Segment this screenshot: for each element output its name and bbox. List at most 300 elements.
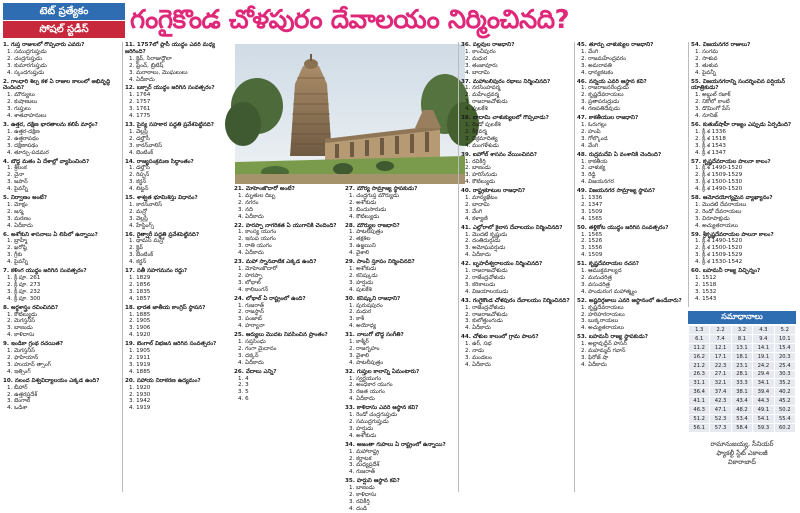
answers-row bbox=[689, 343, 796, 352]
question-item bbox=[125, 232, 230, 267]
answer-option: 1. మోహెంజొదారో bbox=[238, 265, 278, 272]
answer-option: 4. ఏదీకాదు bbox=[349, 396, 375, 403]
answer-option: 1. బాణుడు bbox=[349, 485, 375, 492]
answer-cell: 41.1 bbox=[689, 397, 710, 406]
answer-option: 4. 1920 bbox=[129, 332, 151, 339]
author-credit bbox=[688, 440, 796, 490]
answer-option: 2. కుషాణులు bbox=[7, 99, 38, 106]
answer-cell: 34.1 bbox=[753, 379, 774, 388]
question-item bbox=[577, 42, 687, 77]
answer-cell: 43.4 bbox=[731, 397, 752, 406]
question-item bbox=[461, 152, 573, 187]
answer-option: 2. బాణుడు bbox=[465, 165, 491, 172]
answer-option: 1. 1829 bbox=[129, 275, 151, 281]
question-text: 33. కాళిదాసు ఎవరి ఆస్థాన కవి? bbox=[345, 405, 419, 412]
answer-option: 2. మహమ్మద్ గవాన్ bbox=[581, 348, 626, 355]
answer-option: 2. ఇనుప యుగం bbox=[238, 236, 276, 243]
column-divider bbox=[458, 42, 459, 492]
question-text: 59. శ్రీకృష్ణదేవరాయల పాలనా కాలం? bbox=[691, 231, 774, 238]
answer-option: 1. రెండో చంద్రగుప్తుడు bbox=[349, 412, 398, 419]
answer-option: 2. రెండో దేవరాయలు bbox=[695, 208, 742, 215]
question-text: 56. కుతుబ్‌షాహీ రాజ్యం ఎప్పుడు ఏర్పడింది? bbox=[691, 121, 792, 128]
answer-option: 3. దక్షిణాపథం bbox=[7, 142, 39, 149]
answer-option: 1. థామస్ మన్రో bbox=[129, 238, 165, 245]
question-item bbox=[577, 188, 687, 223]
question-column-6 bbox=[577, 42, 687, 492]
question-text: 54. విజయనగర రాజులు? bbox=[691, 42, 751, 48]
answer-option: 1. రాజరాజనరేంద్రుడు bbox=[581, 85, 629, 92]
question-text: 39. ఐహోల్ శాసనం వేయించినది? bbox=[461, 151, 538, 158]
answer-cell: 35.2 bbox=[774, 379, 795, 388]
answer-cell: 16.2 bbox=[689, 352, 710, 361]
answer-cell: 23.1 bbox=[731, 361, 752, 370]
question-item bbox=[3, 42, 120, 77]
answer-option: 3. 1509 bbox=[581, 208, 603, 215]
answer-option: 2. ఖరోష్ఠి bbox=[7, 245, 27, 252]
question-item bbox=[345, 296, 457, 331]
answer-cell: 18.1 bbox=[731, 352, 752, 361]
answer-option: 2. మనుచరిత్ర bbox=[581, 275, 612, 281]
answer-option: 1. కృష్ణదేవరాయలు bbox=[581, 304, 624, 311]
answer-option: 4. 6 bbox=[238, 396, 249, 403]
answer-option: 4. ఇత్సింగ్ bbox=[7, 368, 31, 375]
answer-option: 3. హర్షుడు bbox=[349, 425, 374, 432]
answer-option: 2. 1856 bbox=[129, 281, 151, 288]
answer-option: 1. మౌర్యులు bbox=[7, 92, 35, 99]
answer-option: 1. క్రీ.శ 1490-1520 bbox=[695, 165, 743, 172]
answer-option: 4. విజయాలయుడు bbox=[465, 288, 509, 295]
answer-cell: 36.4 bbox=[689, 388, 710, 397]
answer-cell: 19.1 bbox=[753, 352, 774, 361]
question-text: 57. కృష్ణదేవరాయల పాలనా కాలం? bbox=[691, 158, 771, 165]
answer-option: 3. పంజాబ్ bbox=[238, 316, 262, 323]
answer-option: 1. వెల్లస్లీ bbox=[129, 128, 148, 135]
answer-option: 2. కాళిదాసు bbox=[349, 492, 377, 499]
answer-cell: 13.1 bbox=[731, 343, 752, 352]
answer-option: 2. కనిష్కుడు bbox=[349, 272, 378, 279]
question-item bbox=[234, 369, 341, 404]
question-column-5 bbox=[461, 42, 573, 492]
question-item bbox=[577, 334, 687, 369]
answer-option: 3. మరణం bbox=[7, 215, 31, 222]
question-item bbox=[3, 341, 120, 376]
answer-option: 4. ఏదీకాదు bbox=[581, 361, 607, 368]
answer-option: 3. లోథాల్ bbox=[238, 279, 261, 286]
answer-option: 4. అచ్యుతరాయలు bbox=[581, 325, 624, 332]
answer-cell: 2.2 bbox=[710, 326, 731, 335]
question-item bbox=[125, 305, 230, 340]
answer-cell: 6.1 bbox=[689, 334, 710, 343]
answer-option: 2. కీర్తివర్మ bbox=[465, 128, 487, 135]
answer-option: 4. అచ్యుతరాయలు bbox=[695, 222, 738, 229]
answer-option: 4. పైవన్నీ bbox=[695, 69, 716, 76]
answer-option: 4. 1775 bbox=[129, 113, 151, 120]
answer-option: 2. క్రీ.పూ. 273 bbox=[7, 281, 41, 288]
answer-option: 3. మరాఠాలు, మొఘలులు bbox=[129, 69, 188, 76]
answers-row bbox=[689, 352, 796, 361]
question-text: 36. పల్లవుల రాజధాని? bbox=[461, 42, 515, 48]
question-item bbox=[234, 223, 341, 258]
answer-cell: 55.4 bbox=[774, 415, 795, 424]
answer-option: 4. 1509 bbox=[581, 252, 603, 259]
answer-cell: 32.1 bbox=[710, 379, 731, 388]
question-item bbox=[577, 225, 687, 260]
question-column-4 bbox=[345, 186, 457, 512]
answer-cell: 20.3 bbox=[774, 352, 795, 361]
question-item bbox=[234, 186, 341, 221]
question-text: 55. విజయనగరాన్ని సందర్శించిన పర్షియన్ యాత్రికుడు? bbox=[691, 78, 786, 92]
section-tag-tet-special: టెట్ ప్రత్యేకం bbox=[3, 3, 125, 20]
answers-row bbox=[689, 361, 796, 370]
answer-option: 3. బెంటింక్ bbox=[129, 252, 154, 259]
answer-option: 4. పాండురంగ మహాత్మ్యం bbox=[581, 288, 638, 295]
question-item bbox=[3, 79, 120, 120]
answer-option: 4. క్రీ.శ 1490-1520 bbox=[695, 186, 743, 193]
question-column-1 bbox=[3, 42, 120, 492]
answer-option: 3. రాజరాజచోళుడు bbox=[465, 99, 508, 106]
answer-option: 1. ఉత్తర-దక్షిణ bbox=[7, 128, 40, 135]
answer-cell: 17.1 bbox=[710, 352, 731, 361]
answer-cell: 9.4 bbox=[753, 334, 774, 343]
answer-cell: 37.4 bbox=[710, 388, 731, 397]
answer-option: 3. 1835 bbox=[129, 288, 151, 295]
answer-cell: 26.3 bbox=[689, 370, 710, 379]
answer-option: 4. హర్యానా bbox=[238, 323, 265, 330]
answer-option: 2. మెగస్తనీస్ bbox=[7, 318, 36, 325]
question-text: 12. బక్సార్ యుద్ధం జరిగిన సంవత్సరం? bbox=[125, 85, 215, 92]
question-item bbox=[461, 261, 573, 296]
question-text: 4. బౌద్ధ మతం ఏ దేశాల్లో వ్యాపించింది? bbox=[3, 158, 90, 165]
answer-option: 4. క్రీ.శ 1347 bbox=[695, 149, 726, 156]
answer-option: 3. ప్రతాపరుద్రుడు bbox=[581, 99, 620, 106]
answer-cell: 25.4 bbox=[774, 361, 795, 370]
question-text: 23. మహా స్నానవాటిక ఎక్కడ ఉంది? bbox=[234, 259, 317, 266]
answer-option: 1. 1885 bbox=[129, 311, 151, 318]
question-text: 42. బృహదీశ్వరాలయం నిర్మించినది? bbox=[461, 261, 543, 268]
answer-option: 1. అబ్దుల్ రజాక్ bbox=[695, 92, 731, 99]
answer-option: 1. నరసింహవర్మ bbox=[465, 85, 501, 92]
answer-option: 3. వైశాలి bbox=[349, 352, 370, 359]
answer-option: 3. బిందుసారుడు bbox=[349, 206, 387, 213]
question-text: 25. ఆర్యులు మొదట నివసించిన ప్రాంతం? bbox=[234, 332, 328, 339]
answer-option: 1. కాంచీపురం bbox=[465, 48, 496, 55]
answer-option: 3. గోల్కొండ bbox=[581, 135, 608, 142]
answer-option: 1. కారన్‌వాలిస్ bbox=[129, 201, 163, 208]
answer-cell: 58.4 bbox=[731, 423, 752, 432]
answer-cell: 45.2 bbox=[774, 397, 795, 406]
answer-option: 2. 1347 bbox=[581, 201, 603, 208]
answer-cell: 5.2 bbox=[774, 326, 795, 335]
answer-option: 1. స్వర్ణయుగం bbox=[349, 375, 382, 382]
question-text: 28. మౌర్యుల రాజధాని? bbox=[345, 222, 400, 229]
answer-option: 4. ఏదీకాదు bbox=[465, 325, 491, 332]
answer-option: 1. ఓరుగల్లు bbox=[581, 121, 607, 128]
answer-option: 3. రాతి యుగం bbox=[238, 243, 272, 250]
question-item bbox=[3, 159, 120, 194]
answer-option: 3. మధ్యప్రదేశ్ bbox=[349, 462, 380, 469]
answer-cell: 40.2 bbox=[774, 388, 795, 397]
question-text: 49. విజయనగర సామ్రాజ్య స్థాపన? bbox=[577, 188, 656, 195]
answer-option: 4. వైశాలి bbox=[349, 250, 370, 257]
question-text: 46. నన్నయ ఎవరి ఆస్థాన కవి? bbox=[577, 78, 647, 85]
answer-cell: 14.1 bbox=[753, 343, 774, 352]
question-text: 60. బహమనీ రాజ్య విచ్ఛిన్నం? bbox=[691, 268, 761, 275]
answer-option: 4. ఏదీకాదు bbox=[238, 213, 264, 220]
answer-option: 3. వేంగి bbox=[465, 208, 483, 215]
answer-option: 1. బ్రాహ్మీ bbox=[7, 238, 28, 245]
answer-option: 3. 1761 bbox=[129, 106, 151, 113]
answer-option: 1. ఉర్, సభ bbox=[465, 341, 492, 348]
answer-option: 1. చంద్రగుప్త మౌర్యుడు bbox=[349, 192, 400, 199]
answer-option: 1. 1920 bbox=[129, 384, 151, 391]
answer-option: 2. 1930 bbox=[129, 391, 151, 398]
answer-option: 2. రాజమహేంద్రవరం bbox=[581, 55, 626, 62]
answer-option: 1. పురుషపురం bbox=[349, 302, 383, 309]
answer-option: 1. రాజరాజచోళుడు bbox=[465, 268, 508, 275]
question-item bbox=[3, 195, 120, 230]
answer-option: 3. కులోత్తుంగుడు bbox=[465, 318, 503, 325]
question-item bbox=[691, 122, 797, 157]
answer-option: 2. అశోకుడు bbox=[349, 199, 377, 206]
answer-option: 3. 5 bbox=[238, 389, 249, 396]
question-item bbox=[125, 159, 230, 194]
answer-option: 2. మన్రో bbox=[129, 208, 148, 215]
question-text: 40. రాష్ట్రకూటుల రాజధాని? bbox=[461, 188, 526, 195]
answer-option: 2. తక్షశిల bbox=[349, 236, 371, 243]
answer-option: 3. 1919 bbox=[129, 361, 151, 368]
answer-option: 4. విజయనగర bbox=[581, 179, 614, 186]
question-item bbox=[3, 232, 120, 267]
answer-cell: 4.3 bbox=[753, 326, 774, 335]
answer-option: 4. కాళిదాసు bbox=[7, 332, 35, 339]
answer-option: 3. విరూపాక్షుడు bbox=[695, 215, 730, 222]
answer-option: 1. రాజేంద్రచోళుడు bbox=[465, 304, 506, 311]
answer-cell: 33.3 bbox=[731, 379, 752, 388]
answer-option: 2. చైనా bbox=[7, 172, 25, 179]
question-text: 24. లోథాల్ ఏ రాష్ట్రంలో ఉంది? bbox=[234, 295, 306, 302]
answer-option: 1. మొదటి దేవరాయలు bbox=[695, 201, 747, 208]
answer-option: 4. నూనిజ్ bbox=[695, 113, 718, 120]
answer-cell: 46.3 bbox=[689, 406, 710, 415]
answer-option: 2. డల్హౌసీ bbox=[129, 135, 150, 142]
answer-option: 1. మహారాష్ట్ర bbox=[349, 448, 380, 455]
answer-option: 4. పాటలీపుత్రం bbox=[349, 359, 384, 366]
answer-option: 3. బెంగాల్ bbox=[7, 398, 31, 405]
answer-option: 1. రెండో పులకేశి bbox=[465, 121, 501, 128]
question-text: 10. నలంద విశ్వవిద్యాలయం ఎక్కడ ఉంది? bbox=[3, 377, 100, 384]
answer-option: 4. బాదామి bbox=[465, 69, 490, 76]
question-item bbox=[234, 296, 341, 331]
answer-option: 2. 1518 bbox=[695, 281, 717, 288]
answer-option: 4. అశోకుడు bbox=[349, 432, 377, 439]
answer-cell: 39.4 bbox=[753, 388, 774, 397]
page-headline: గంగైకొండ చోళపురం దేవాలయం నిర్మించినది? bbox=[130, 5, 570, 35]
answer-option: 1. కౌటిల్యుడు bbox=[7, 311, 38, 318]
answer-option: 1. మెగస్తనీస్ bbox=[7, 348, 36, 355]
answer-cell: 10.1 bbox=[774, 334, 795, 343]
answer-option: 4. శాతవాహనులు bbox=[7, 113, 47, 120]
answer-option: 2. ఉత్తరప్రదేశ్ bbox=[7, 391, 38, 398]
answer-option: 1. ఆముక్తమాల్యద bbox=[581, 268, 622, 275]
question-text: 14. రాజ్యసంక్రమణ సిద్ధాంతం? bbox=[125, 158, 194, 165]
answer-option: 2. కృష్ణదేవరాయలు bbox=[581, 92, 624, 99]
answer-option: 1. క్రీ.శ 1490-1520 bbox=[695, 238, 743, 245]
answer-option: 3. హర్షుడు bbox=[349, 279, 374, 286]
answers-row bbox=[689, 334, 796, 343]
answer-option: 4. హేస్టింగ్స్ bbox=[129, 222, 154, 229]
answer-option: 4. 1565 bbox=[581, 215, 603, 222]
question-text: 34. అజంతా గుహలు ఏ రాష్ట్రంలో ఉన్నాయి? bbox=[345, 441, 446, 448]
answer-option: 1. 1565 bbox=[581, 231, 603, 238]
answer-option: 1. క్లైవ్, సిరాజుద్దౌలా bbox=[129, 55, 172, 62]
answer-option: 4. మంగళేశుడు bbox=[465, 142, 499, 149]
answer-option: 3. నది bbox=[238, 206, 253, 213]
question-item bbox=[125, 42, 230, 83]
question-item bbox=[577, 115, 687, 150]
question-text: 3. ఉత్తర, దక్షిణ భారతాలను కలిపే మార్గం? bbox=[3, 121, 98, 128]
answer-option: 4. ఏదీకాదు bbox=[465, 252, 491, 259]
question-text: 35. హర్షుని ఆస్థాన కవి? bbox=[345, 478, 400, 485]
answer-option: 1. 1764 bbox=[129, 92, 151, 99]
answer-option: 3. కరికాలుడు bbox=[465, 281, 496, 288]
question-text: 19. బెంగాల్ విభజన జరిగిన సంవత్సరం? bbox=[125, 341, 217, 348]
answer-option: 3. అమోఘవర్షుడు bbox=[465, 245, 506, 252]
question-item bbox=[461, 225, 573, 260]
answer-option: 1. సంగమ bbox=[695, 48, 719, 55]
question-text: 13. సైన్య సహకార పద్ధతి ప్రవేశపెట్టినది? bbox=[125, 121, 214, 128]
question-text: 18. భారత జాతీయ కాంగ్రెస్ స్థాపన? bbox=[125, 304, 206, 311]
question-text: 5. నిర్వాణం అంటే? bbox=[3, 195, 47, 202]
answer-option: 3. హరిసేనుడు bbox=[465, 172, 498, 179]
answer-option: 2. క్రీ.శ 1509-1529 bbox=[695, 172, 743, 179]
answer-cell: 53.4 bbox=[731, 415, 752, 424]
answer-cell: 52.3 bbox=[710, 415, 731, 424]
answer-cell: 8.1 bbox=[731, 334, 752, 343]
answer-option: 2. జన్మ bbox=[7, 208, 24, 215]
question-item bbox=[125, 378, 230, 413]
answer-option: 2. రిప్పన్ bbox=[129, 172, 150, 179]
answer-option: 1. క్రీ.పూ. 261 bbox=[7, 275, 41, 281]
answer-option: 3. జపాన్ bbox=[7, 179, 28, 186]
answer-option: 3. క్రీ.శ 1509-1529 bbox=[695, 252, 743, 259]
answer-cell: 50.2 bbox=[774, 406, 795, 415]
column-divider bbox=[122, 42, 123, 492]
question-item bbox=[345, 186, 457, 221]
question-item bbox=[461, 42, 573, 77]
answer-option: 3. తంజావూరు bbox=[465, 62, 498, 69]
answer-option: 4. వేంగి bbox=[581, 142, 599, 149]
answer-option: 3. కర్జన్ bbox=[129, 179, 147, 186]
answer-option: 1. మొదటి కృష్ణుడు bbox=[465, 231, 508, 238]
answer-option: 3. కుమారగుప్తుడు bbox=[7, 62, 47, 69]
credit-line-1: రామానుజయ్య, సీనియర్ bbox=[710, 440, 774, 448]
question-text: 48. రుద్రమదేవి ఏ వంశానికి చెందింది? bbox=[577, 151, 662, 158]
answer-option: 2. హరప్పా bbox=[238, 272, 263, 279]
question-item bbox=[577, 261, 687, 296]
answer-option: 3. క్రీ.పూ. 232 bbox=[7, 288, 41, 295]
answer-option: 3. దక్కన్ bbox=[238, 352, 259, 359]
answers-row bbox=[689, 423, 796, 432]
answer-option: 4. పులకేశి bbox=[349, 286, 372, 293]
credit-line-2: ఫ్యాకల్టీ స్టేట్ ఎకాలజీ bbox=[716, 449, 768, 457]
question-item bbox=[125, 85, 230, 120]
question-text: 45. తూర్పు చాళుక్యుల రాజధాని? bbox=[577, 42, 654, 48]
answer-option: 1. కాంస్య యుగం bbox=[238, 229, 277, 236]
temple-illustration bbox=[235, 44, 465, 184]
question-text: 52. అష్టదిగ్గజాలు ఎవరి ఆస్థానంలో ఉండేవారు? bbox=[577, 297, 682, 304]
answer-option: 2. రాజగృహం bbox=[349, 345, 380, 352]
answer-option: 4. కౌటిల్యుడు bbox=[465, 179, 496, 186]
question-text: 30. కనిష్కుని రాజధాని? bbox=[345, 295, 401, 302]
question-item bbox=[577, 79, 687, 114]
question-item bbox=[3, 268, 120, 303]
answer-cell: 29.4 bbox=[753, 370, 774, 379]
answer-option: 3. అమరావతి bbox=[581, 62, 612, 69]
answer-option: 4. ఏదీకాదు bbox=[238, 359, 264, 366]
question-text: 16. రైత్వారీ పద్ధతి ప్రవేశపెట్టినది? bbox=[125, 231, 200, 238]
answer-cell: 60.2 bbox=[774, 423, 795, 432]
answer-option: 1. కాశ్మీర్ bbox=[349, 339, 369, 346]
answer-option: 2. 1905 bbox=[129, 318, 151, 325]
question-text: 41. ఎల్లోరాలో కైలాస దేవాలయం నిర్మించినది? bbox=[461, 224, 563, 231]
answer-option: 4. గుజరాత్ bbox=[349, 469, 375, 476]
question-text: 38. బాదామి చాళుక్యులలో గొప్పవాడు? bbox=[461, 115, 549, 122]
answer-option: 2. హరిహరరాయలు bbox=[581, 311, 625, 318]
answer-option: 3. హుయాన్ త్సాంగ్ bbox=[7, 361, 51, 368]
answer-option: 2. నాడు bbox=[465, 348, 485, 355]
question-text: 37. మహాబలిపురం రథాలు నిర్మించినది? bbox=[461, 78, 551, 85]
answer-option: 1. బీహార్ bbox=[7, 384, 28, 391]
answers-row bbox=[689, 388, 796, 397]
answer-option: 2. 1757 bbox=[129, 99, 151, 106]
answer-option: 3. వెల్లస్లీ bbox=[129, 215, 148, 222]
answer-cell: 11.2 bbox=[689, 343, 710, 352]
question-item bbox=[234, 332, 341, 367]
question-item bbox=[345, 332, 457, 367]
question-item bbox=[461, 298, 573, 333]
answer-option: 1. అల్లావుద్దీన్ హసన్ bbox=[581, 341, 627, 348]
answer-option: 2. క్రీ.శ 1518 bbox=[695, 135, 726, 142]
answer-option: 3. బాణుడు bbox=[7, 325, 33, 332]
question-item bbox=[125, 195, 230, 230]
answer-option: 1. 1336 bbox=[581, 195, 603, 202]
answer-option: 1. పాటలీపుత్రం bbox=[349, 229, 384, 236]
question-text: 8. అర్థశాస్త్రం రచించినది? bbox=[3, 304, 59, 311]
question-text: 20. సహాయ నిరాకరణ ఉద్యమం? bbox=[125, 377, 201, 384]
answer-option: 2. అంధకార యుగం bbox=[349, 382, 393, 389]
answer-cell: 42.3 bbox=[710, 397, 731, 406]
answer-option: 3. కాశీ bbox=[349, 316, 365, 323]
answers-heading: సమాధానాలు bbox=[688, 311, 796, 324]
question-text: 7. కళింగ యుద్ధం జరిగిన సంవత్సరం? bbox=[3, 268, 87, 275]
answer-option: 2. రాజేంద్రచోళుడు bbox=[465, 275, 506, 281]
answer-option: 1. సప్తసింధు bbox=[238, 339, 266, 346]
question-item bbox=[3, 122, 120, 157]
answer-option: 1. శ్రీలంక bbox=[7, 165, 27, 172]
answer-option: 2. చాళుక్య bbox=[581, 165, 606, 172]
answer-cell: 1.3 bbox=[689, 326, 710, 335]
question-text: 50. తళ్లికోట యుద్ధం జరిగిన సంవత్సరం? bbox=[577, 224, 669, 231]
answer-option: 4. 1919 bbox=[129, 405, 151, 412]
answer-cell: 3.2 bbox=[731, 326, 752, 335]
question-item bbox=[691, 42, 797, 77]
answer-option: 4. ఒడిశా bbox=[7, 405, 28, 412]
answer-option: 2. కర్ణాటక bbox=[349, 455, 372, 462]
answer-option: 1. 1905 bbox=[129, 348, 151, 355]
answer-option: 1. మోక్షం bbox=[7, 201, 28, 208]
answer-cell: 38.1 bbox=[731, 388, 752, 397]
answer-option: 3. రవికీర్తి bbox=[349, 498, 370, 505]
